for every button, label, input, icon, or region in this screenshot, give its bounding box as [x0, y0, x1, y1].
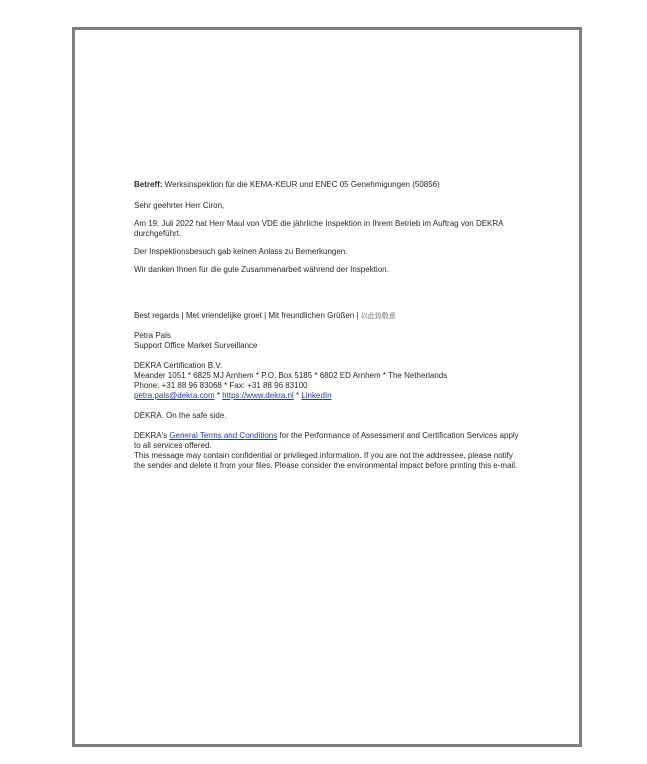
- tagline: DEKRA. On the safe side.: [134, 411, 227, 420]
- paragraph-no-remarks: Der Inspektionsbesuch gab keinen Anlass zu Bemerkungen.: [134, 247, 348, 256]
- link-separator: *: [293, 391, 302, 400]
- document-page: [72, 27, 582, 747]
- subject-label: Betreff:: [134, 180, 163, 189]
- terms-link[interactable]: General Terms and Conditions: [169, 431, 278, 440]
- regards-text: Best regards | Met vriendelijke groet | Mit freundlichen Grüßen |: [134, 311, 361, 320]
- terms-suffix: for the Performance of Assessment and Certification Services apply to all services offered.: [134, 431, 519, 450]
- terms-prefix: DEKRA's: [134, 431, 170, 440]
- paragraph-inspection: Am 19. Juli 2022 hat Herr Maul von VDE die jährliche Inspektion in Ihrem Betrieb im Auftrag von DEKRA durchgeführt.: [134, 219, 504, 238]
- website-link[interactable]: https://www.dekra.nl: [222, 391, 294, 400]
- link-separator: *: [214, 391, 223, 400]
- email-link[interactable]: petra.pals@dekra.com: [134, 391, 215, 400]
- subject-line: [134, 180, 524, 190]
- disclaimer: This message may contain confidential or privileged information. If you are not the addressee, please notify the sender and delete it from your files. Please consider the environmental impact before printing this e-mail.: [134, 451, 518, 470]
- paragraph-thanks: Wir danken Ihnen für die gute Zusammenarbeit während der Inspektion.: [134, 265, 389, 274]
- email-body: [134, 180, 524, 471]
- terms-notice: [134, 431, 524, 451]
- regards-cjk: 以此致敬意: [360, 312, 396, 320]
- sender-role: Support Office Market Surveillance: [134, 341, 258, 350]
- contact-links: [134, 391, 524, 401]
- sender-name: Petra Pals: [134, 331, 171, 340]
- company-address: Meander 1051 * 6825 MJ Arnhem * P.O. Box 5185 * 6802 ED Arnhem * The Netherlands: [134, 371, 448, 380]
- linkedin-link[interactable]: LinkedIn: [301, 391, 332, 400]
- salutation: Sehr geehrter Herr Ciron,: [134, 201, 225, 210]
- company-name: DEKRA Certification B.V.: [134, 361, 223, 370]
- company-phone: Phone: +31 88 96 83068 * Fax: +31 88 96 83100: [134, 381, 308, 390]
- regards-line: [134, 311, 524, 321]
- subject-text: Werksinspektion für die KEMA-KEUR und ENEC 05 Genehmigungen (50856): [162, 180, 440, 189]
